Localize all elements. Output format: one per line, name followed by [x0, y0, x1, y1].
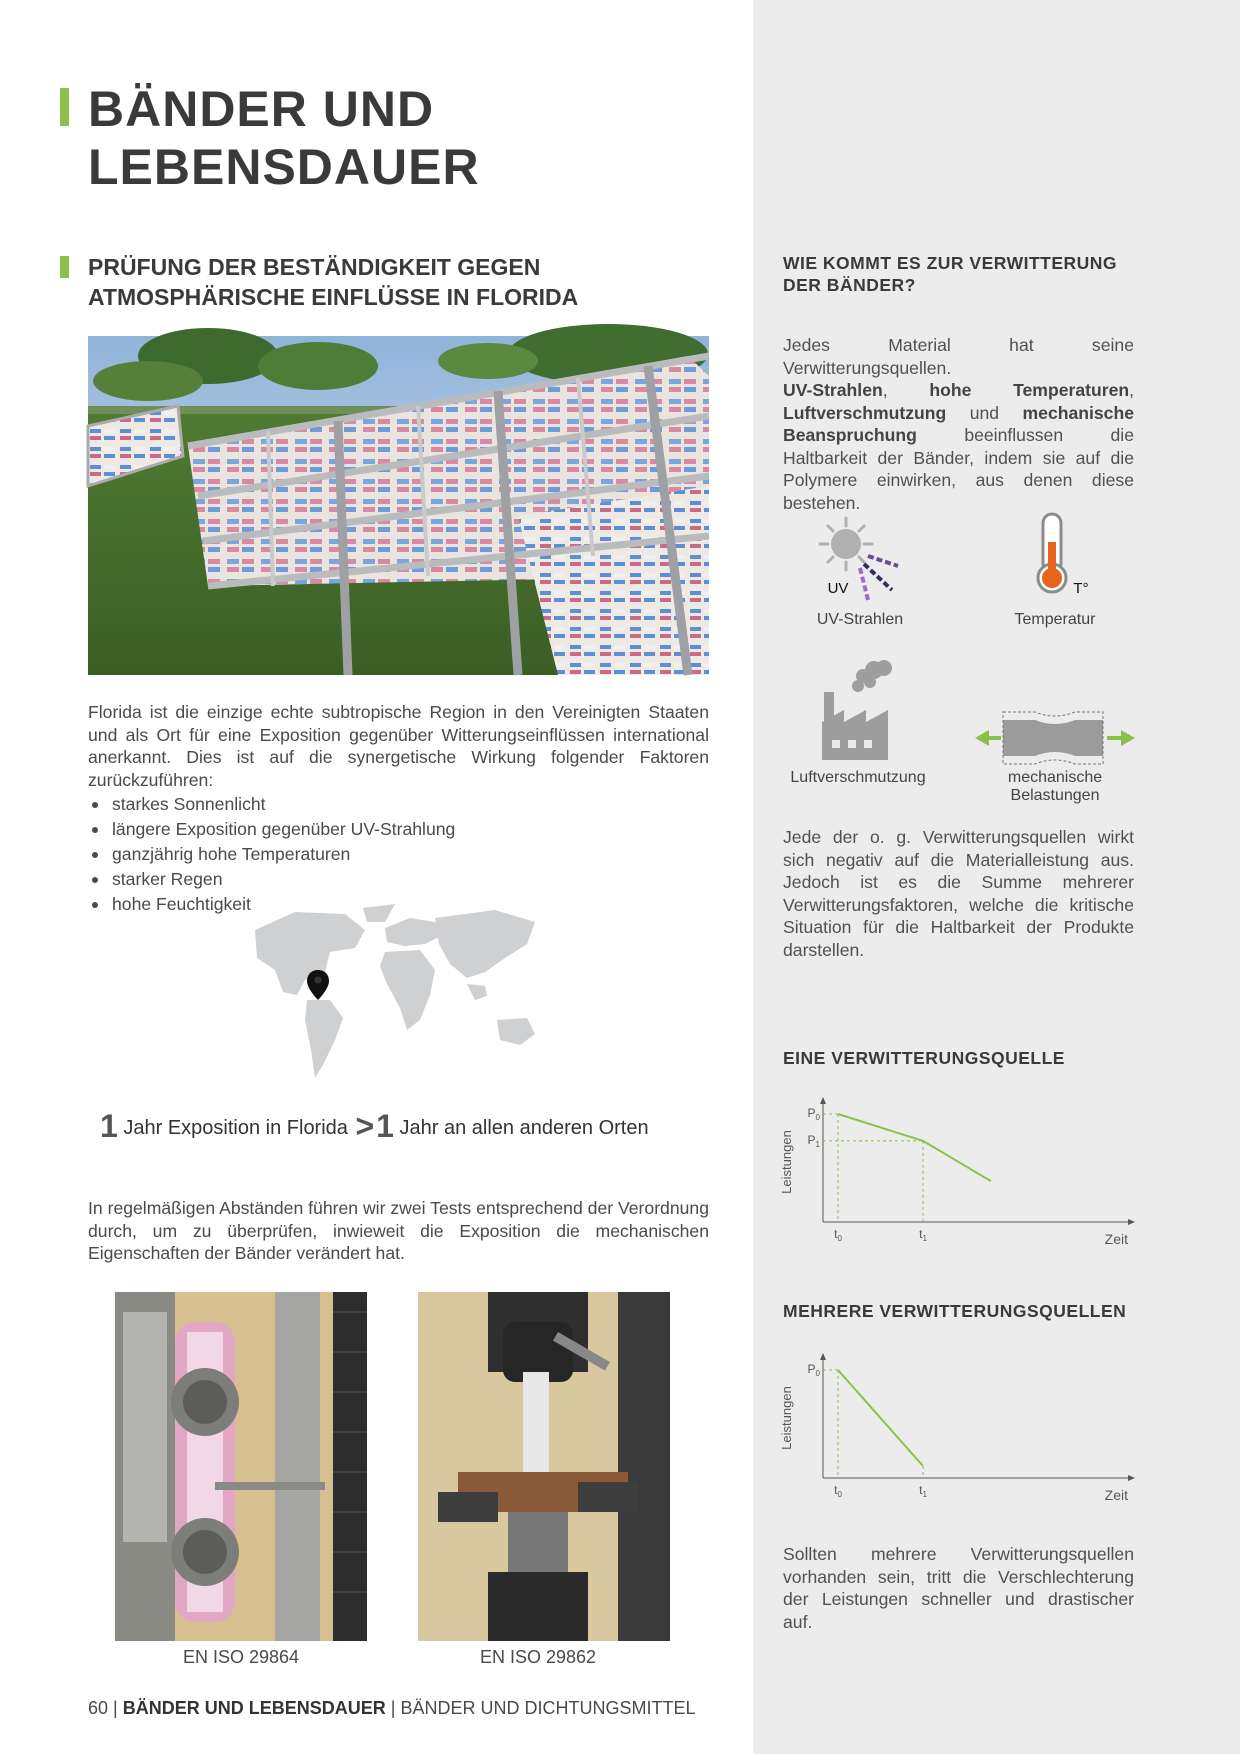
- caption-en-iso-29862: EN ISO 29862: [479, 1647, 597, 1667]
- compare-text-1: Jahr Exposition in Florida: [123, 1117, 348, 1139]
- tick-label: $P_1$: [807, 1132, 820, 1149]
- keyword-temperature: hohe Temperaturen: [929, 380, 1130, 400]
- chart-multiple-sources: [779, 1348, 1143, 1508]
- compare-text-2: Jahr an allen anderen Orten: [399, 1117, 649, 1139]
- uv-label: UV-Strahlen: [816, 611, 904, 628]
- chart-x-label: Zeit: [1104, 1231, 1128, 1247]
- y-axis-arrow-icon: [820, 1353, 826, 1360]
- mechanical-label: [983, 769, 1127, 805]
- list-item: starker Regen: [88, 867, 455, 892]
- mechanical-stress-icon: [975, 708, 1135, 768]
- list-item: starkes Sonnenlicht: [88, 792, 455, 817]
- exposure-comparison: [100, 1108, 649, 1145]
- section-accent-bar: [60, 256, 69, 278]
- x-axis-arrow-icon: [1128, 1475, 1135, 1481]
- weathering-intro-paragraph: [783, 334, 1134, 514]
- page-title-line-2: LEBENSDAUER: [88, 139, 480, 195]
- section-title: [88, 252, 578, 312]
- keyword-uv: UV-Strahlen: [783, 380, 883, 400]
- list-item: hohe Feuchtigkeit: [88, 892, 455, 917]
- chart-y-label: Leistungen: [779, 1130, 794, 1194]
- chart-2-title: MEHRERE VERWITTERUNGSQUELLEN: [783, 1301, 1127, 1321]
- tick-label: $P_0$: [807, 1106, 820, 1122]
- chart-single-source: [779, 1092, 1143, 1252]
- uv-short-label: UV: [827, 580, 849, 597]
- series-line: [838, 1370, 923, 1466]
- chart-x-label: Zeit: [1104, 1487, 1128, 1503]
- tick-label: $P_0$: [807, 1362, 820, 1378]
- keyword-mechanical: mechanische Beanspruchung: [783, 402, 1134, 445]
- keyword-pollution: Luftverschmutzung: [783, 402, 947, 423]
- tick-label: $t_0$: [834, 1227, 842, 1243]
- test-photo-en-iso-29862: [418, 1292, 670, 1641]
- tests-paragraph: In regelmäßigen Abständen führen wir zwei Tests entsprechend der Verordnung durch, um zu überprüfen, inwieweit die Exposition die mechanischen Eigenschaften der Bänder verändert hat.: [88, 1198, 709, 1263]
- page-number: 60: [88, 1698, 109, 1718]
- test-photo-en-iso-29864: [115, 1292, 367, 1641]
- title-accent-bar: [60, 88, 69, 126]
- y-axis-arrow-icon: [820, 1097, 826, 1104]
- text-comma: ,: [882, 380, 930, 400]
- compare-number-2: 1: [376, 1108, 394, 1144]
- chart-y-label: Leistungen: [779, 1386, 794, 1450]
- weathering-heading: WIE KOMMT ES ZUR VERWITTERUNG DER BÄNDER?: [783, 253, 1118, 295]
- x-axis-arrow-icon: [1128, 1219, 1135, 1225]
- caption-en-iso-29864: EN ISO 29864: [182, 1647, 300, 1667]
- intro-paragraph: Florida ist die einzige echte subtropische Region in den Vereinigten Staaten und als Ort für eine Exposition gegenüber Witterungseinflüssen international anerkannt. Dies ist auf die synergetische Wirkung folgender Faktoren zurückzuführen:: [88, 702, 709, 790]
- section-title-line-2: ATMOSPHÄRISCHE EINFLÜSSE IN FLORIDA: [88, 284, 579, 310]
- temperature-short-label: T°: [1073, 580, 1089, 597]
- footer-section: BÄNDER UND LEBENSDAUER: [122, 1698, 386, 1718]
- pollution-label: Luftverschmutzung: [790, 769, 926, 786]
- temperature-label: Temperatur: [1014, 611, 1096, 628]
- florida-factors-list: [88, 792, 455, 917]
- footer-separator: |: [390, 1698, 396, 1718]
- factory-pollution-icon: [818, 660, 898, 760]
- list-item: längere Exposition gegenüber UV-Strahlung: [88, 817, 455, 842]
- mechanical-label-line-2: Belastungen: [1010, 787, 1100, 804]
- list-item: ganzjährig hohe Temperaturen: [88, 842, 455, 867]
- weathering-intro-rest: beeinflussen die Haltbarkeit der Bänder, indem sie auf die Polymere einwirken, aus denen diese bestehen.: [783, 425, 1134, 513]
- weathering-intro-sentence: Jedes Material hat seine Verwitterungsquellen.: [783, 335, 1134, 378]
- florida-test-field-photo: [88, 336, 709, 675]
- weathering-effects-paragraph: Jede der o. g. Verwitterungsquellen wirkt sich negativ auf die Materialleistung aus. Jedoch ist es die Summe mehrerer Verwitterungsfaktoren, welche die kritische Situation für die Haltbarkeit der Produkte darstellen.: [783, 827, 1134, 960]
- mechanical-label-line-1: mechanische: [1007, 769, 1103, 786]
- text-and: und: [946, 402, 1023, 423]
- compare-greater-than: >: [355, 1108, 375, 1144]
- page-title: [88, 80, 480, 196]
- chart-1-title: EINE VERWITTERUNGSQUELLE: [783, 1048, 1065, 1068]
- footer-chapter: BÄNDER UND DICHTUNGSMITTEL: [400, 1698, 696, 1718]
- world-map: [235, 900, 555, 1090]
- tick-label: $t_0$: [834, 1483, 842, 1499]
- compare-number-1: 1: [100, 1108, 118, 1144]
- page-footer: [88, 1698, 696, 1719]
- series-line: [838, 1114, 991, 1181]
- page-title-line-1: BÄNDER UND: [88, 81, 435, 137]
- tick-label: $t_1$: [919, 1483, 927, 1499]
- footer-separator: |: [113, 1698, 118, 1718]
- tick-label: $t_1$: [919, 1227, 927, 1243]
- section-title-line-1: PRÜFUNG DER BESTÄNDIGKEIT GEGEN: [88, 254, 541, 280]
- text-comma: ,: [1129, 380, 1134, 400]
- location-pin-icon: [307, 970, 329, 1000]
- multiple-sources-paragraph: Sollten mehrere Verwitterungsquellen vorhanden sein, tritt die Verschlechterung der Leistungen schneller und drastischer auf.: [783, 1544, 1134, 1632]
